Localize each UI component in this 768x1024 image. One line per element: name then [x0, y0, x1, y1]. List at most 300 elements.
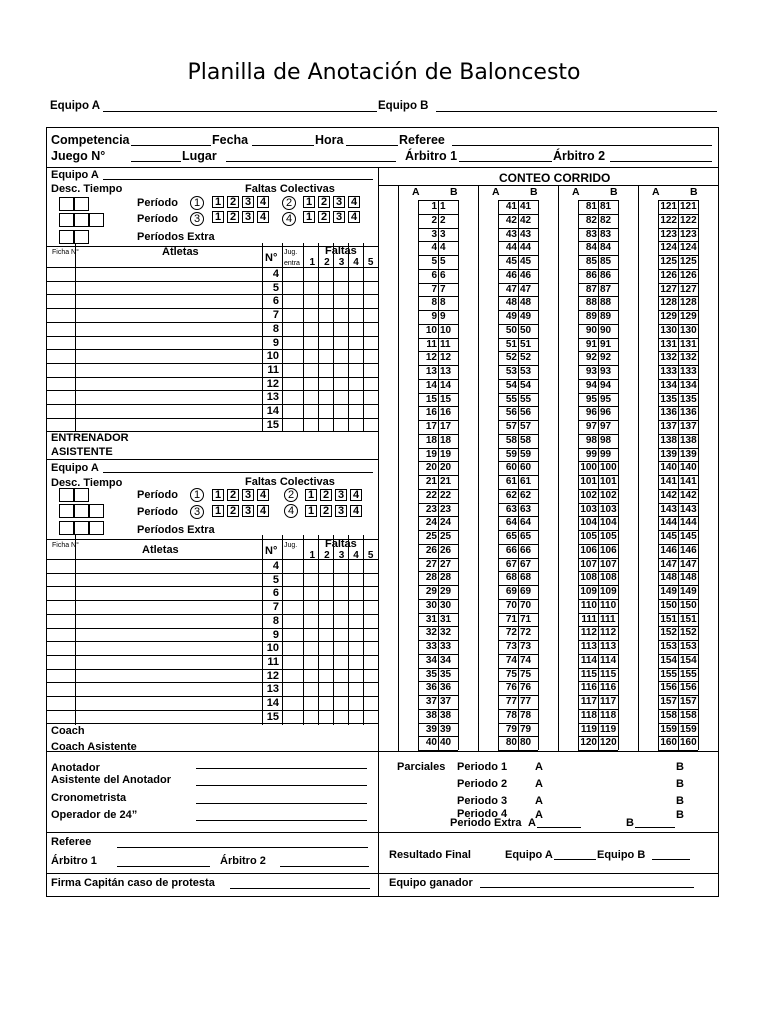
score-a[interactable]: 49	[505, 311, 517, 322]
score-b[interactable]: 106	[600, 544, 617, 556]
score-b[interactable]: 52	[520, 352, 532, 364]
score-a[interactable]: 74	[505, 654, 517, 666]
score-a[interactable]: 1	[431, 201, 437, 212]
score-a[interactable]: 144	[660, 517, 677, 529]
score-a[interactable]: 154	[660, 654, 677, 666]
score-b[interactable]: 109	[600, 586, 617, 597]
score-a[interactable]: 68	[505, 572, 517, 584]
timeout-box[interactable]	[74, 488, 89, 502]
score-a[interactable]: 13	[425, 366, 437, 377]
score-b[interactable]: 51	[520, 338, 532, 350]
score-b[interactable]: 42	[520, 214, 532, 226]
score-b[interactable]: 38	[440, 709, 452, 721]
score-a[interactable]: 134	[660, 379, 677, 391]
foul-square[interactable]: 3	[242, 505, 254, 517]
score-a[interactable]: 97	[585, 421, 597, 432]
score-b[interactable]: 69	[520, 586, 532, 597]
score-b[interactable]: 121	[680, 201, 697, 212]
score-b[interactable]: 4	[440, 242, 446, 254]
score-b[interactable]: 85	[600, 256, 612, 267]
score-b[interactable]: 107	[600, 558, 617, 570]
score-b[interactable]: 103	[600, 503, 617, 515]
score-a[interactable]: 109	[580, 586, 597, 597]
score-b[interactable]: 92	[600, 352, 612, 364]
score-b[interactable]: 68	[520, 572, 532, 584]
score-a[interactable]: 41	[505, 201, 517, 212]
score-a[interactable]: 157	[660, 696, 677, 707]
score-a[interactable]: 95	[585, 393, 597, 405]
score-a[interactable]: 4	[431, 242, 437, 254]
score-a[interactable]: 81	[585, 201, 597, 212]
score-a[interactable]: 79	[505, 723, 517, 735]
score-b[interactable]: 156	[680, 682, 697, 694]
score-b[interactable]: 73	[520, 641, 532, 652]
score-a[interactable]: 84	[585, 242, 597, 254]
score-b[interactable]: 137	[680, 421, 697, 432]
foul-square[interactable]: 4	[257, 196, 269, 208]
score-a[interactable]: 9	[431, 311, 437, 322]
score-a[interactable]: 73	[505, 641, 517, 652]
score-b[interactable]: 18	[440, 434, 452, 446]
score-a[interactable]: 122	[660, 214, 677, 226]
score-b[interactable]: 56	[520, 407, 532, 419]
score-b[interactable]: 57	[520, 421, 532, 432]
score-a[interactable]: 131	[660, 338, 677, 350]
arbitro1-field[interactable]	[117, 866, 210, 867]
score-a[interactable]: 98	[585, 434, 597, 446]
fecha-field[interactable]	[252, 145, 314, 146]
score-a[interactable]: 38	[425, 709, 437, 721]
score-a[interactable]: 24	[425, 517, 437, 529]
score-b[interactable]: 66	[520, 544, 532, 556]
score-a[interactable]: 15	[425, 393, 437, 405]
score-a[interactable]: 125	[660, 256, 677, 267]
timeout-box[interactable]	[74, 230, 89, 244]
score-a[interactable]: 8	[431, 297, 437, 309]
timeout-box[interactable]	[59, 488, 74, 502]
referee-field[interactable]	[117, 847, 368, 848]
score-b[interactable]: 122	[680, 214, 697, 226]
score-a[interactable]: 21	[425, 476, 437, 487]
score-a[interactable]: 139	[660, 448, 677, 460]
score-a[interactable]: 82	[585, 214, 597, 226]
score-a[interactable]: 91	[585, 338, 597, 350]
score-b[interactable]: 61	[520, 476, 532, 487]
score-a[interactable]: 60	[505, 462, 517, 474]
score-a[interactable]: 12	[425, 352, 437, 364]
score-b[interactable]: 53	[520, 366, 532, 377]
score-a[interactable]: 5	[431, 256, 437, 267]
score-b[interactable]: 9	[440, 311, 446, 322]
score-a[interactable]: 28	[425, 572, 437, 584]
score-a[interactable]: 39	[425, 723, 437, 735]
score-a[interactable]: 152	[660, 627, 677, 639]
score-b[interactable]: 54	[520, 379, 532, 391]
score-b[interactable]: 70	[520, 599, 532, 611]
score-b[interactable]: 119	[600, 723, 617, 735]
score-b[interactable]: 77	[520, 696, 532, 707]
score-a[interactable]: 22	[425, 489, 437, 501]
foul-square[interactable]: 3	[335, 505, 347, 517]
score-b[interactable]: 7	[440, 283, 446, 295]
score-b[interactable]: 8	[440, 297, 446, 309]
score-a[interactable]: 72	[505, 627, 517, 639]
score-b[interactable]: 102	[600, 489, 617, 501]
score-b[interactable]: 118	[600, 709, 617, 721]
score-a[interactable]: 160	[660, 737, 677, 749]
score-a[interactable]: 112	[580, 627, 597, 639]
timeout-box[interactable]	[74, 197, 89, 211]
score-b[interactable]: 86	[600, 269, 612, 281]
score-a[interactable]: 128	[660, 297, 677, 309]
score-a[interactable]: 2	[431, 214, 437, 226]
score-b[interactable]: 47	[520, 283, 532, 295]
score-b[interactable]: 129	[680, 311, 697, 322]
score-b[interactable]: 97	[600, 421, 612, 432]
score-a[interactable]: 3	[431, 228, 437, 240]
score-b[interactable]: 64	[520, 517, 532, 529]
score-b[interactable]: 159	[680, 723, 697, 735]
score-b[interactable]: 32	[440, 627, 452, 639]
timeout-box[interactable]	[59, 213, 74, 227]
score-a[interactable]: 6	[431, 269, 437, 281]
score-b[interactable]: 63	[520, 503, 532, 515]
score-b[interactable]: 83	[600, 228, 612, 240]
foul-square[interactable]: 1	[212, 211, 224, 223]
lugar-field[interactable]	[226, 161, 396, 162]
score-a[interactable]: 87	[585, 283, 597, 295]
score-a[interactable]: 145	[660, 531, 677, 542]
score-b[interactable]: 6	[440, 269, 446, 281]
foul-square[interactable]: 1	[212, 489, 224, 501]
score-a[interactable]: 153	[660, 641, 677, 652]
score-a[interactable]: 90	[585, 324, 597, 336]
score-a[interactable]: 37	[425, 696, 437, 707]
score-a[interactable]: 147	[660, 558, 677, 570]
score-a[interactable]: 44	[505, 242, 517, 254]
score-a[interactable]: 80	[505, 737, 517, 749]
score-b[interactable]: 22	[440, 489, 452, 501]
score-b[interactable]: 26	[440, 544, 452, 556]
score-b[interactable]: 108	[600, 572, 617, 584]
score-a[interactable]: 140	[660, 462, 677, 474]
periodo-extra-b-field[interactable]	[635, 827, 675, 828]
score-b[interactable]: 1	[440, 201, 446, 212]
foul-square[interactable]: 3	[242, 211, 254, 223]
score-b[interactable]: 154	[680, 654, 697, 666]
score-a[interactable]: 7	[431, 283, 437, 295]
foul-square[interactable]: 1	[305, 505, 317, 517]
team-b-name-field[interactable]	[103, 472, 373, 473]
score-a[interactable]: 40	[425, 737, 437, 749]
score-a[interactable]: 51	[505, 338, 517, 350]
score-b[interactable]: 133	[680, 366, 697, 377]
score-b[interactable]: 43	[520, 228, 532, 240]
score-a[interactable]: 78	[505, 709, 517, 721]
score-b[interactable]: 147	[680, 558, 697, 570]
timeout-box[interactable]	[74, 504, 89, 518]
score-a[interactable]: 118	[580, 709, 597, 721]
score-b[interactable]: 81	[600, 201, 612, 212]
foul-square[interactable]: 3	[333, 211, 345, 223]
score-b[interactable]: 95	[600, 393, 612, 405]
score-a[interactable]: 66	[505, 544, 517, 556]
competencia-field[interactable]	[131, 145, 211, 146]
score-a[interactable]: 85	[585, 256, 597, 267]
foul-square[interactable]: 4	[257, 211, 269, 223]
timeout-box[interactable]	[74, 213, 89, 227]
score-b[interactable]: 50	[520, 324, 532, 336]
score-b[interactable]: 152	[680, 627, 697, 639]
timeout-box[interactable]	[59, 230, 74, 244]
score-a[interactable]: 150	[660, 599, 677, 611]
foul-square[interactable]: 2	[318, 211, 330, 223]
timeout-box[interactable]	[89, 504, 104, 518]
score-b[interactable]: 98	[600, 434, 612, 446]
team-a-name-field[interactable]	[103, 179, 373, 180]
score-b[interactable]: 91	[600, 338, 612, 350]
juego-field[interactable]	[131, 161, 181, 162]
score-a[interactable]: 46	[505, 269, 517, 281]
score-b[interactable]: 76	[520, 682, 532, 694]
score-a[interactable]: 92	[585, 352, 597, 364]
score-b[interactable]: 93	[600, 366, 612, 377]
score-b[interactable]: 67	[520, 558, 532, 570]
score-b[interactable]: 112	[600, 627, 617, 639]
score-a[interactable]: 61	[505, 476, 517, 487]
score-a[interactable]: 55	[505, 393, 517, 405]
score-b[interactable]: 24	[440, 517, 452, 529]
score-b[interactable]: 96	[600, 407, 612, 419]
score-a[interactable]: 143	[660, 503, 677, 515]
score-b[interactable]: 58	[520, 434, 532, 446]
score-a[interactable]: 67	[505, 558, 517, 570]
score-b[interactable]: 134	[680, 379, 697, 391]
score-b[interactable]: 84	[600, 242, 612, 254]
score-b[interactable]: 40	[440, 737, 452, 749]
score-b[interactable]: 37	[440, 696, 452, 707]
score-a[interactable]: 148	[660, 572, 677, 584]
score-a[interactable]: 149	[660, 586, 677, 597]
score-b[interactable]: 74	[520, 654, 532, 666]
score-a[interactable]: 130	[660, 324, 677, 336]
score-a[interactable]: 135	[660, 393, 677, 405]
score-a[interactable]: 63	[505, 503, 517, 515]
score-a[interactable]: 50	[505, 324, 517, 336]
score-b[interactable]: 48	[520, 297, 532, 309]
foul-square[interactable]: 2	[227, 211, 239, 223]
score-b[interactable]: 145	[680, 531, 697, 542]
score-b[interactable]: 60	[520, 462, 532, 474]
score-b[interactable]: 111	[600, 613, 616, 625]
score-b[interactable]: 101	[600, 476, 617, 487]
foul-square[interactable]: 2	[227, 489, 239, 501]
asistente-anotador-field[interactable]	[196, 785, 367, 786]
score-a[interactable]: 23	[425, 503, 437, 515]
score-a[interactable]: 25	[425, 531, 437, 542]
score-a[interactable]: 156	[660, 682, 677, 694]
score-b[interactable]: 62	[520, 489, 532, 501]
score-b[interactable]: 140	[680, 462, 697, 474]
score-a[interactable]: 89	[585, 311, 597, 322]
score-a[interactable]: 56	[505, 407, 517, 419]
score-a[interactable]: 119	[580, 723, 597, 735]
score-b[interactable]: 33	[440, 641, 452, 652]
score-a[interactable]: 114	[580, 654, 597, 666]
score-b[interactable]: 72	[520, 627, 532, 639]
score-b[interactable]: 5	[440, 256, 446, 267]
score-b[interactable]: 113	[600, 641, 617, 652]
operador-field[interactable]	[196, 820, 367, 821]
score-a[interactable]: 101	[580, 476, 597, 487]
score-b[interactable]: 130	[680, 324, 697, 336]
score-a[interactable]: 155	[660, 668, 677, 680]
foul-square[interactable]: 1	[305, 489, 317, 501]
score-b[interactable]: 100	[600, 462, 617, 474]
score-a[interactable]: 124	[660, 242, 677, 254]
timeout-box[interactable]	[89, 521, 104, 535]
score-a[interactable]: 54	[505, 379, 517, 391]
score-b[interactable]: 87	[600, 283, 612, 295]
score-a[interactable]: 105	[580, 531, 597, 542]
score-a[interactable]: 120	[580, 737, 597, 749]
timeout-box[interactable]	[59, 197, 74, 211]
score-b[interactable]: 127	[680, 283, 697, 295]
score-b[interactable]: 139	[680, 448, 697, 460]
score-b[interactable]: 143	[680, 503, 697, 515]
score-b[interactable]: 34	[440, 654, 452, 666]
score-a[interactable]: 115	[580, 668, 597, 680]
score-a[interactable]: 100	[580, 462, 597, 474]
score-a[interactable]: 58	[505, 434, 517, 446]
score-b[interactable]: 141	[680, 476, 697, 487]
score-a[interactable]: 129	[660, 311, 677, 322]
score-b[interactable]: 131	[680, 338, 697, 350]
equipo-a-field[interactable]	[103, 111, 377, 112]
score-a[interactable]: 117	[580, 696, 597, 707]
score-b[interactable]: 45	[520, 256, 532, 267]
score-a[interactable]: 151	[660, 613, 677, 625]
score-b[interactable]: 146	[680, 544, 697, 556]
timeout-box[interactable]	[59, 521, 74, 535]
score-b[interactable]: 21	[440, 476, 452, 487]
score-a[interactable]: 107	[580, 558, 597, 570]
score-b[interactable]: 27	[440, 558, 452, 570]
score-a[interactable]: 102	[580, 489, 597, 501]
score-b[interactable]: 29	[440, 586, 452, 597]
score-b[interactable]: 35	[440, 668, 452, 680]
score-a[interactable]: 75	[505, 668, 517, 680]
score-b[interactable]: 153	[680, 641, 697, 652]
score-b[interactable]: 148	[680, 572, 697, 584]
foul-square[interactable]: 2	[320, 505, 332, 517]
score-a[interactable]: 64	[505, 517, 517, 529]
score-a[interactable]: 104	[580, 517, 597, 529]
score-b[interactable]: 55	[520, 393, 532, 405]
score-a[interactable]: 76	[505, 682, 517, 694]
score-a[interactable]: 57	[505, 421, 517, 432]
firma-field[interactable]	[230, 888, 370, 889]
score-a[interactable]: 71	[505, 613, 517, 625]
score-b[interactable]: 149	[680, 586, 697, 597]
score-a[interactable]: 83	[585, 228, 597, 240]
score-a[interactable]: 108	[580, 572, 597, 584]
score-b[interactable]: 117	[600, 696, 617, 707]
score-a[interactable]: 34	[425, 654, 437, 666]
foul-square[interactable]: 2	[320, 489, 332, 501]
score-b[interactable]: 99	[600, 448, 612, 460]
score-a[interactable]: 99	[585, 448, 597, 460]
score-a[interactable]: 111	[581, 613, 597, 625]
score-a[interactable]: 127	[660, 283, 677, 295]
score-b[interactable]: 41	[520, 201, 532, 212]
score-b[interactable]: 30	[440, 599, 452, 611]
score-b[interactable]: 120	[600, 737, 617, 749]
score-b[interactable]: 128	[680, 297, 697, 309]
score-b[interactable]: 80	[520, 737, 532, 749]
referee-field[interactable]	[452, 145, 712, 146]
foul-square[interactable]: 2	[318, 196, 330, 208]
score-b[interactable]: 12	[440, 352, 452, 364]
score-a[interactable]: 31	[425, 613, 437, 625]
foul-square[interactable]: 1	[303, 196, 315, 208]
score-a[interactable]: 43	[505, 228, 517, 240]
timeout-box[interactable]	[59, 504, 74, 518]
score-a[interactable]: 52	[505, 352, 517, 364]
score-a[interactable]: 26	[425, 544, 437, 556]
arbitro1-field[interactable]	[459, 161, 552, 162]
resultado-equipo-b-field[interactable]	[652, 859, 690, 860]
score-b[interactable]: 136	[680, 407, 697, 419]
hora-field[interactable]	[346, 145, 398, 146]
score-b[interactable]: 157	[680, 696, 697, 707]
foul-square[interactable]: 1	[212, 505, 224, 517]
score-b[interactable]: 116	[600, 682, 617, 694]
score-b[interactable]: 59	[520, 448, 532, 460]
score-b[interactable]: 105	[600, 531, 617, 542]
score-a[interactable]: 27	[425, 558, 437, 570]
score-b[interactable]: 82	[600, 214, 612, 226]
score-a[interactable]: 113	[580, 641, 597, 652]
score-b[interactable]: 16	[440, 407, 452, 419]
score-b[interactable]: 150	[680, 599, 697, 611]
score-b[interactable]: 49	[520, 311, 532, 322]
score-a[interactable]: 70	[505, 599, 517, 611]
score-a[interactable]: 48	[505, 297, 517, 309]
foul-square[interactable]: 4	[257, 505, 269, 517]
score-a[interactable]: 77	[505, 696, 517, 707]
score-b[interactable]: 36	[440, 682, 452, 694]
score-b[interactable]: 65	[520, 531, 532, 542]
score-b[interactable]: 46	[520, 269, 532, 281]
foul-square[interactable]: 1	[212, 196, 224, 208]
score-a[interactable]: 59	[505, 448, 517, 460]
score-a[interactable]: 121	[660, 201, 677, 212]
equipo-b-field[interactable]	[436, 111, 717, 112]
score-a[interactable]: 33	[425, 641, 437, 652]
score-b[interactable]: 114	[600, 654, 617, 666]
score-b[interactable]: 79	[520, 723, 532, 735]
foul-square[interactable]: 3	[333, 196, 345, 208]
cronometrista-field[interactable]	[196, 803, 367, 804]
score-b[interactable]: 14	[440, 379, 452, 391]
score-b[interactable]: 142	[680, 489, 697, 501]
score-b[interactable]: 78	[520, 709, 532, 721]
score-a[interactable]: 93	[585, 366, 597, 377]
score-b[interactable]: 124	[680, 242, 697, 254]
score-a[interactable]: 45	[505, 256, 517, 267]
score-a[interactable]: 86	[585, 269, 597, 281]
